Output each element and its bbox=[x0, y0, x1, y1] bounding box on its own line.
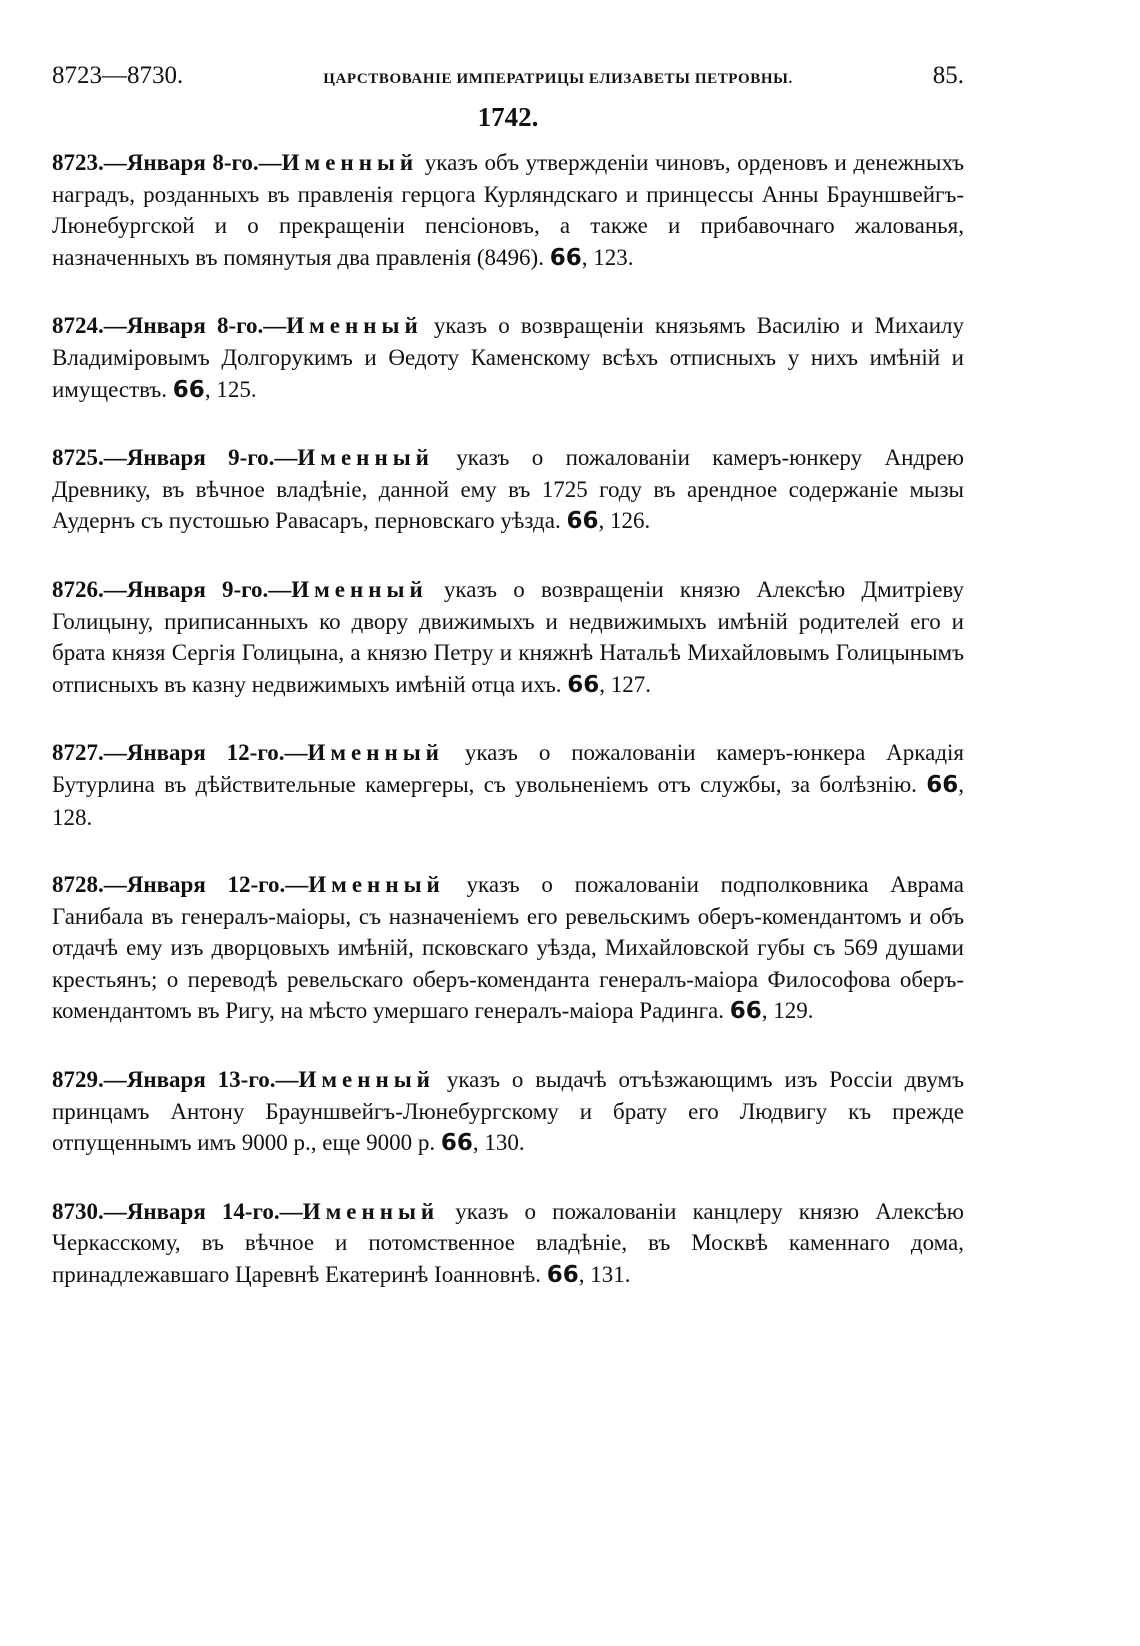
entry-number: 8726. bbox=[52, 576, 104, 602]
entry-kind: Именный bbox=[302, 1198, 440, 1224]
entry-date: —Января 9-го.— bbox=[103, 576, 292, 602]
entry-text: указъ объ утвержденіи чиновъ, орденовъ и денежныхъ наградъ, розданныхъ въ правленія герцога Курляндскаго и принцессы Анны Брауншвейгъ-Люнебургской и о прекращеніи пенсіоновъ, а также и прибавочнаго жалованья, назначенныхъ въ помянутыя два правленія (8496). bbox=[52, 150, 964, 270]
entry-number: 8729. bbox=[52, 1067, 104, 1093]
entry-date: —Января 8-го.— bbox=[103, 150, 282, 175]
entry-text: указъ о пожалованіи камеръ-юнкера Аркадія Бутурлина въ дѣйствительные камергеры, съ увольненіемъ отъ службы, за болѣзнію. bbox=[52, 740, 964, 797]
entry-volume: 66 bbox=[567, 671, 600, 698]
entry-date: —Января 12-го.— bbox=[103, 872, 309, 898]
entry-text: указъ о возвращеніи князьямъ Василію и Михаилу Владиміровымъ Долгорукимъ и Өедоту Каменскому всѣхъ отписныхъ у нихъ имѣній и имуществъ. bbox=[52, 313, 964, 402]
entry-number: 8730. bbox=[52, 1198, 104, 1224]
running-title: ЦАРСТВОВАНІЕ ИМПЕРАТРИЦЫ ЕЛИЗАВЕТЫ ПЕТРОВНЫ. bbox=[323, 71, 793, 87]
entry-text: указъ о возвращеніи князю Алексѣю Дмитріеву Голицыну, приписанныхъ ко двору движимыхъ и недвижимыхъ имѣній родителей его и брата князя Сергія Голицына, а князю Петру и княжнѣ Натальѣ Михайловымъ Голицынымъ отписныхъ въ казну недвижимыхъ имѣній отца ихъ. bbox=[52, 576, 964, 697]
law-entry bbox=[52, 574, 964, 701]
entry-page: , 131. bbox=[578, 1262, 631, 1288]
entry-page: , 125. bbox=[204, 376, 257, 402]
entry-volume: 66 bbox=[546, 1262, 579, 1289]
entry-kind: Именный bbox=[308, 872, 445, 898]
year-heading: 1742. bbox=[477, 102, 539, 132]
entry-kind: Именный bbox=[291, 576, 428, 602]
law-entry bbox=[52, 147, 964, 274]
entry-number: 8724. bbox=[52, 313, 104, 339]
entry-date: —Января 13-го.— bbox=[103, 1067, 299, 1093]
entry-text: указъ о пожалованіи подполковника Аврама Ганибала въ генералъ-маіоры, съ назначеніемъ его ревельскимъ оберъ-комендантомъ и объ отдачѣ ему изъ дворцовыхъ имѣній, псковскаго уѣзда, Михайловской губы съ 569 душами крестьянъ; о переводѣ ревельскаго оберъ-коменданта генералъ-маіора Философова оберъ-комендантомъ въ Ригу, на мѣсто умершаго генералъ-маіора Радинга. bbox=[52, 872, 964, 1024]
entry-kind: Именный bbox=[298, 1067, 435, 1093]
law-entry bbox=[52, 1196, 964, 1292]
entry-page: , 127. bbox=[599, 671, 651, 697]
entry-page: , 129. bbox=[761, 998, 814, 1024]
law-entry bbox=[52, 737, 964, 833]
entry-kind: Именный bbox=[281, 150, 419, 175]
entry-text: указъ о пожалованіи канцлеру князю Алексѣю Черкасскому, въ вѣчное и потомственное владѣніе, въ Москвѣ каменнаго дома, принадлежавшаго Царевнѣ Екатеринѣ Іоанновнѣ. bbox=[52, 1198, 964, 1288]
entry-kind: Именный bbox=[286, 313, 423, 339]
page-number: 85. bbox=[932, 62, 964, 89]
entry-text: указъ о пожалованіи камеръ-юнкеру Андрею Древнику, въ вѣчное владѣніе, данной ему въ 1725 году въ арендное содержаніе мызы Аудернъ съ пустошью Равасаръ, перновскаго уѣзда. bbox=[52, 445, 964, 534]
entry-number: 8728. bbox=[52, 872, 104, 898]
entry-number: 8727. bbox=[52, 740, 104, 766]
entry-page: , 130. bbox=[472, 1130, 525, 1156]
law-entry bbox=[52, 1064, 964, 1160]
entry-text: указъ о выдачѣ отъѣзжающимъ изъ Россіи двумъ принцамъ Антону Брауншвейгъ-Люнебургскому и брату его Людвигу къ прежде отпущеннымъ имъ 9000 р., еще 9000 р. bbox=[52, 1067, 964, 1156]
law-entry bbox=[52, 310, 964, 406]
law-entry bbox=[52, 442, 964, 538]
entry-page: , 123. bbox=[581, 244, 634, 270]
entry-volume: 66 bbox=[729, 998, 762, 1025]
page-header bbox=[52, 62, 964, 90]
entry-date: —Января 8-го.— bbox=[103, 313, 287, 339]
entry-date: —Января 12-го.— bbox=[103, 740, 308, 766]
entry-volume: 66 bbox=[440, 1130, 473, 1157]
entries-list bbox=[52, 147, 964, 1292]
entry-page: , 128. bbox=[52, 771, 964, 830]
entry-number: 8723. bbox=[52, 150, 104, 175]
entry-volume: 66 bbox=[926, 771, 959, 798]
entry-date: —Января 9-го.— bbox=[103, 445, 298, 471]
entry-date: —Января 14-го.— bbox=[103, 1198, 303, 1224]
entry-volume: 66 bbox=[566, 508, 599, 535]
law-entry bbox=[52, 869, 964, 1028]
law-number-range: 8723—8730. bbox=[52, 62, 184, 89]
entry-volume: 66 bbox=[172, 376, 205, 403]
entry-number: 8725. bbox=[52, 445, 104, 471]
entry-page: , 126. bbox=[598, 508, 651, 534]
entry-kind: Именный bbox=[307, 740, 444, 766]
entry-volume: 66 bbox=[549, 244, 582, 271]
entry-kind: Именный bbox=[297, 445, 434, 471]
